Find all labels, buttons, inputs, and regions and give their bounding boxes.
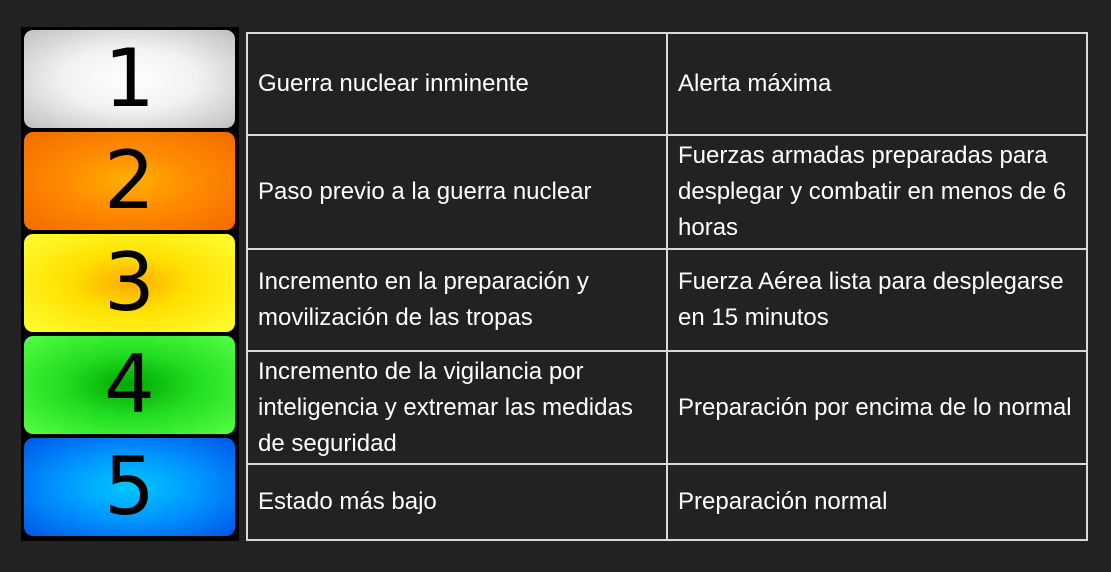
level-4-box [24,336,235,434]
table [246,32,1088,541]
level-4-number: 4 [104,338,155,431]
level-description-table [246,32,1086,539]
level-4-description: Incremento de la vigilancia por inteligencia y extremar las medidas de seguridad [247,351,667,464]
level-1-number: 1 [104,32,155,125]
table-row [247,351,1087,464]
level-2-readiness: Fuerzas armadas preparadas para desplegar y combatir en menos de 6 horas [667,135,1087,249]
level-3-readiness: Fuerza Aérea lista para desplegarse en 15 minutos [667,249,1087,351]
table-row [247,464,1087,540]
table-row [247,135,1087,249]
level-color-scale [21,27,239,541]
level-4-readiness: Preparación por encima de lo normal [667,351,1087,464]
level-5-readiness: Preparación normal [667,464,1087,540]
level-5-box [24,438,235,536]
level-2-description: Paso previo a la guerra nuclear [247,135,667,249]
level-3-description: Incremento en la preparación y movilización de las tropas [247,249,667,351]
level-1-box [24,30,235,128]
table-row [247,33,1087,135]
level-1-readiness: Alerta máxima [667,33,1087,135]
level-3-box [24,234,235,332]
level-2-number: 2 [104,134,155,227]
level-2-box [24,132,235,230]
level-5-description: Estado más bajo [247,464,667,540]
level-1-description: Guerra nuclear inminente [247,33,667,135]
level-3-number: 3 [104,236,155,329]
table-row [247,249,1087,351]
level-5-number: 5 [104,440,155,533]
